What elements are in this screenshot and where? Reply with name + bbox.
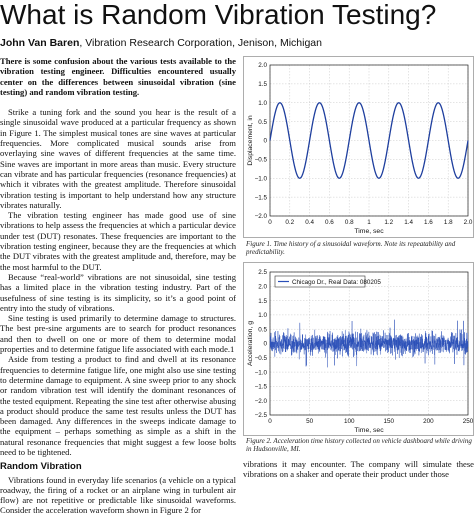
right-column-text: vibrations it may encounter. The company will simulate these vibrations on a shaker and operate their product under those [243, 459, 474, 480]
x-tick-label: 1.6 [424, 219, 433, 226]
y-tick-label: −1.5 [254, 194, 267, 202]
x-tick-label: 2.0 [463, 219, 473, 226]
left-column [0, 56, 236, 516]
x-tick-label: 100 [343, 418, 355, 425]
x-tick-label: 0.2 [285, 219, 295, 226]
sine-chart [243, 56, 474, 238]
author-name: John Van Baren [0, 37, 80, 49]
body-paragraph: Because “real-world” vibrations are not sinusoidal, sine testing has a limited place in the vibration testing industry. Part of the usefulness of sine testing is its simplicity, so it’s a good point of entry into the study of vibrations. [0, 271, 236, 313]
y-tick-label: −0.5 [254, 355, 267, 362]
x-axis-label: Time, sec [354, 427, 384, 434]
body-paragraph: Sine testing is used primarily to determine damage to structures. The best pre-sine arguments are to search for product resonances and then to dwell on one or more of them to determine modal properties and to determine fatigue life associated with each mode.1 [0, 313, 236, 355]
x-tick-label: 1.8 [443, 219, 453, 226]
x-tick-label: 0.8 [344, 219, 354, 226]
y-tick-label: −2.0 [254, 397, 267, 405]
author-affiliation: , Vibration Research Corporation, Jenison, Michigan [79, 37, 322, 49]
x-tick-label: 0 [268, 219, 272, 226]
y-tick-label: −1.0 [254, 175, 267, 183]
y-axis-label: Acceleration, g [247, 321, 254, 366]
y-tick-label: 0.5 [258, 326, 267, 334]
body-paragraph: Strike a tuning fork and the sound you hear is the result of a single sinusoidal wave produced at a particular frequency as shown in Figure 1. The simplest musical tones are sine waves at particular frequencies. More complicated musical sounds arise from overlaying sine waves of different frequencies at the same time. Sine waves are important in more areas than music. Every structure can vibrate and has particular frequencies (resonance frequencies) at which it vibrates with the greatest amplitude. Therefore sinusoidal vibration testing is important to help understand how any structure vibrates naturally. [0, 107, 236, 210]
figure-2 [243, 262, 474, 457]
y-tick-label: −2.5 [254, 412, 267, 420]
y-tick-label: −1.5 [254, 383, 267, 391]
y-tick-label: 2.5 [258, 269, 267, 277]
legend-label: Chicago Dr., Real Data: 080205 [292, 279, 381, 286]
acceleration-chart [243, 262, 474, 436]
x-tick-label: 250 [462, 418, 474, 425]
figure-frame [244, 57, 474, 238]
x-tick-label: 200 [423, 418, 434, 425]
y-tick-label: 1.5 [258, 297, 267, 305]
x-tick-label: 150 [383, 418, 395, 425]
x-tick-label: 0.4 [305, 219, 314, 226]
figure-1-caption: Figure 1. Time history of a sinusoidal waveform. Note its repeatability and predictability. [246, 240, 456, 257]
body-paragraph: The vibration testing engineer has made good use of sine vibrations to help assess the frequencies at which a particular device under test (DUT) resonates. These frequencies are important to the vibration testing engineer, because they are the frequencies at which the DUT vibrates with the greatest amplitude and, therefore, may be the most harmful to the DUT. [0, 210, 236, 272]
x-tick-label: 1.2 [384, 219, 394, 226]
x-tick-label: 50 [306, 418, 314, 425]
y-tick-label: 0 [263, 137, 267, 145]
x-tick-label: 0 [268, 418, 272, 425]
section-paragraph: Vibrations found in everyday life scenarios (a vehicle on a typical roadway, the firing of a rocket or an airplane wing in turbulent air flow) are not repetitive or predictable like sinusoidal waveforms. Consider the acceleration waveform shown in Figure 2 for [0, 474, 236, 516]
figure-1 [243, 56, 474, 256]
intro-paragraph: There is some confusion about the various tests available to the vibration testing engineer. Difficulties encountered usually center on the differences between sinusoidal vibration (sine testing) and random vibration testing. [0, 56, 236, 97]
article-title: What is Random Vibration Testing? [0, 0, 437, 30]
y-tick-label: 1.5 [258, 81, 267, 89]
x-tick-label: 1.4 [404, 219, 413, 226]
y-tick-label: −1.0 [254, 369, 267, 377]
x-axis-label: Time, sec [354, 228, 384, 235]
body-paragraph: Aside from testing a product to find and dwell at its resonance frequencies to determine fatigue life, one might also use sine testing to determine damage to equipment. A sine sweep prior to any shock or random vibration test will identify the dominant resonances of the tested equipment. Repeating the sine test after otherwise abusing a product should produce the same test results unless the DUT has been damaged. Any differences in the sweeps indicate damage to the equipment – perhaps something as simple as a shift in the natural resonance frequencies that might suggest a few loose bolts need to be tightened. [0, 354, 236, 457]
x-tick-label: 1 [367, 219, 371, 226]
section-heading: Random Vibration [0, 461, 82, 473]
y-tick-label: 0 [263, 340, 267, 348]
y-tick-label: 0.5 [258, 118, 267, 126]
y-tick-label: 1.0 [258, 99, 267, 107]
y-axis-label: Displacement, in [247, 115, 254, 166]
y-tick-label: −2.0 [254, 213, 267, 221]
x-tick-label: 0.6 [325, 219, 334, 226]
y-tick-label: −0.5 [254, 156, 267, 164]
y-tick-label: 2.0 [258, 62, 267, 70]
figure-2-caption: Figure 2. Acceleration time history collected on vehicle dashboard while driving in Hudsonville, MI. [246, 437, 472, 454]
y-tick-label: 1.0 [258, 312, 267, 320]
byline [0, 37, 322, 49]
y-tick-label: 2.0 [258, 283, 267, 291]
